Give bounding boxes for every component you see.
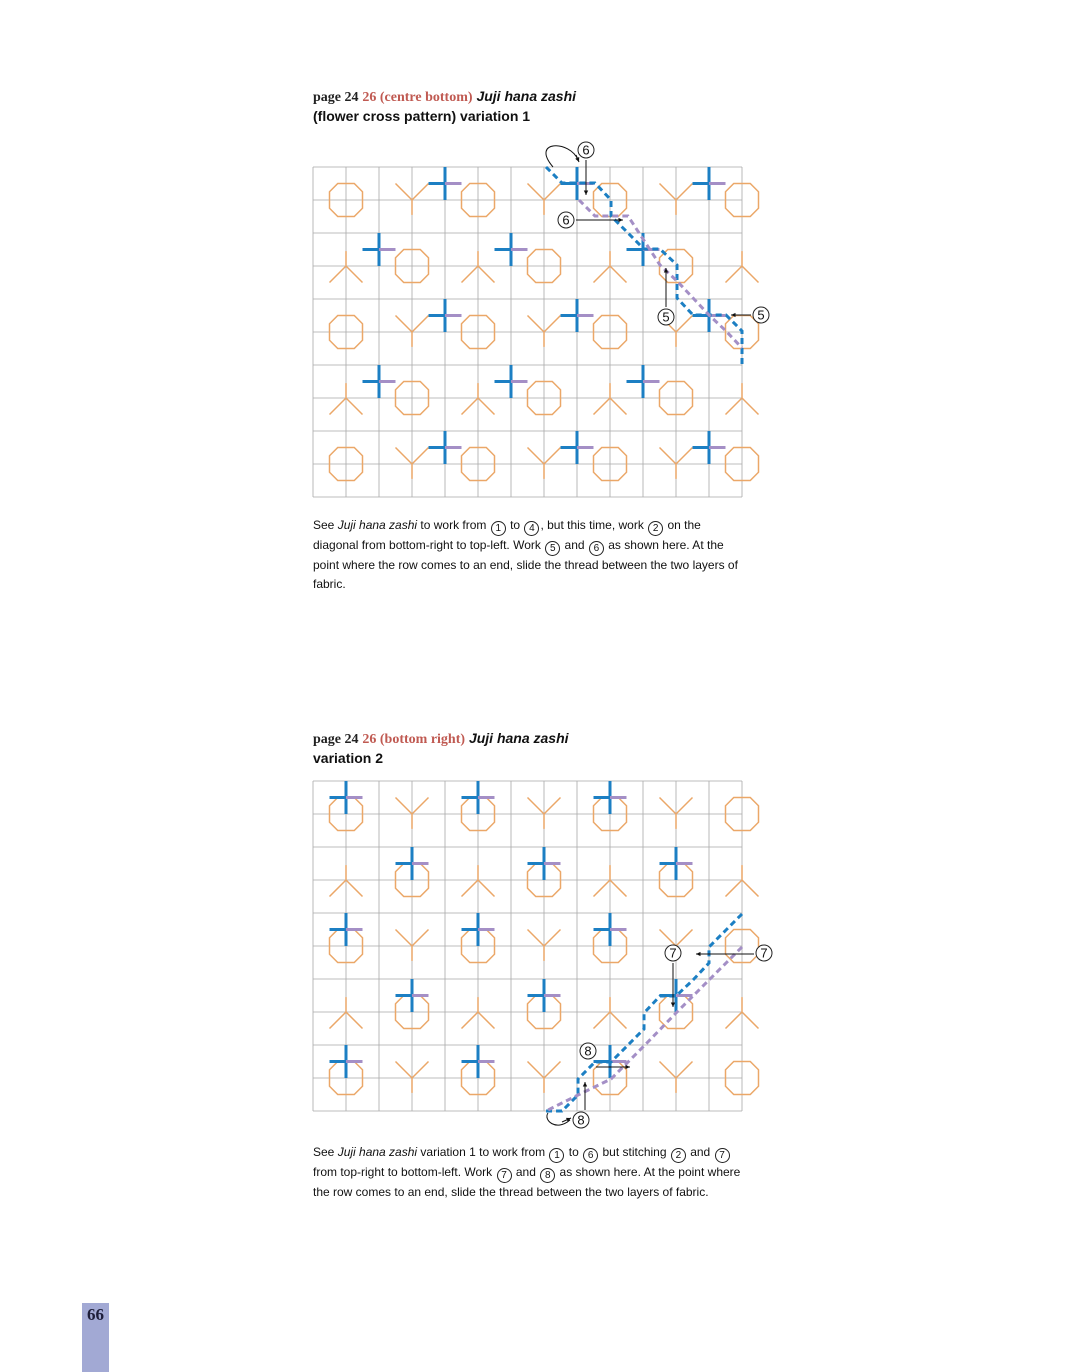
- caption-2-text: and: [512, 1165, 540, 1179]
- caption-1-step-number: 6: [589, 541, 604, 556]
- stitch-diagram-2: [300, 770, 780, 1140]
- dashed-path-stitch: [546, 914, 742, 1111]
- callout-5-right: 5: [757, 307, 765, 323]
- caption-2-step-number: 7: [715, 1148, 730, 1163]
- callout-6-mid: 6: [562, 212, 570, 228]
- section-2-heading: [313, 729, 569, 767]
- section-2-ref: 26 (bottom right): [362, 732, 466, 747]
- caption-1-italic: Juji hana zashi: [337, 518, 418, 532]
- caption-2-step-number: 2: [671, 1148, 686, 1163]
- section-2-subtitle: variation 2: [313, 750, 384, 766]
- pointer-arrow-head: [625, 1065, 630, 1069]
- callout-8-mid: 8: [584, 1043, 592, 1059]
- caption-1-text: , but this time, work: [540, 518, 648, 532]
- caption-1-text: to: [506, 518, 524, 532]
- caption-2-italic: Juji hana zashi: [337, 1145, 418, 1159]
- caption-1-text: See: [313, 518, 338, 532]
- caption-1-step-number: 2: [648, 521, 663, 536]
- section-1-subtitle: (flower cross pattern) variation 1: [313, 108, 531, 124]
- section-2-page: page 24: [313, 732, 359, 747]
- page-number: 66: [87, 1305, 104, 1324]
- callout-7-right: 7: [760, 945, 768, 961]
- caption-1-text: on the diagonal from bottom-right to top-left. Work: [313, 518, 701, 552]
- section-1-caption: [313, 516, 743, 593]
- caption-2-text: variation 1 to work from: [417, 1145, 549, 1159]
- pointer-arrow-head: [618, 218, 623, 222]
- curved-arrow: [547, 1113, 570, 1125]
- stitch-diagram-1: [300, 140, 780, 500]
- callout-7-left: 7: [669, 945, 677, 961]
- section-1-ref: 26 (centre bottom): [362, 90, 473, 105]
- section-1-heading: [313, 87, 576, 125]
- caption-2-text: but stitching: [599, 1145, 670, 1159]
- curved-arrow: [546, 146, 578, 167]
- callout-6-top: 6: [582, 142, 590, 158]
- caption-2-step-number: 7: [497, 1168, 512, 1183]
- callout-5-low: 5: [662, 309, 670, 325]
- caption-1-step-number: 1: [491, 521, 506, 536]
- caption-1-text: to work from: [417, 518, 490, 532]
- section-2-title: Juji hana zashi: [468, 730, 569, 746]
- pointer-arrow-head: [584, 190, 588, 195]
- caption-2-step-number: 8: [540, 1168, 555, 1183]
- section-1-title: Juji hana zashi: [476, 88, 577, 104]
- caption-2-text: and: [686, 1145, 714, 1159]
- section-2-caption: [313, 1143, 743, 1202]
- caption-1-step-number: 4: [524, 521, 539, 536]
- dashed-path-stitch: [579, 200, 742, 348]
- section-1-page: page 24: [313, 90, 359, 105]
- caption-1-text: and: [561, 538, 588, 552]
- caption-1-text: as shown here. At the point where the row comes to an end, slide the thread between the two layers of fabric.: [313, 538, 738, 591]
- pointer-arrow-head: [583, 1082, 587, 1087]
- caption-2-step-number: 1: [549, 1148, 564, 1163]
- caption-2-text: from top-right to bottom-left. Work: [313, 1165, 496, 1179]
- caption-2-step-number: 6: [583, 1148, 598, 1163]
- pointer-arrow-head: [696, 952, 701, 956]
- caption-2-text: as shown here. At the point where the row comes to an end, slide the thread between the two layers of fabric.: [313, 1165, 741, 1199]
- caption-2-text: to: [565, 1145, 583, 1159]
- caption-1-step-number: 5: [545, 541, 560, 556]
- callout-8-bottom: 8: [577, 1112, 585, 1128]
- caption-2-text: See: [313, 1145, 338, 1159]
